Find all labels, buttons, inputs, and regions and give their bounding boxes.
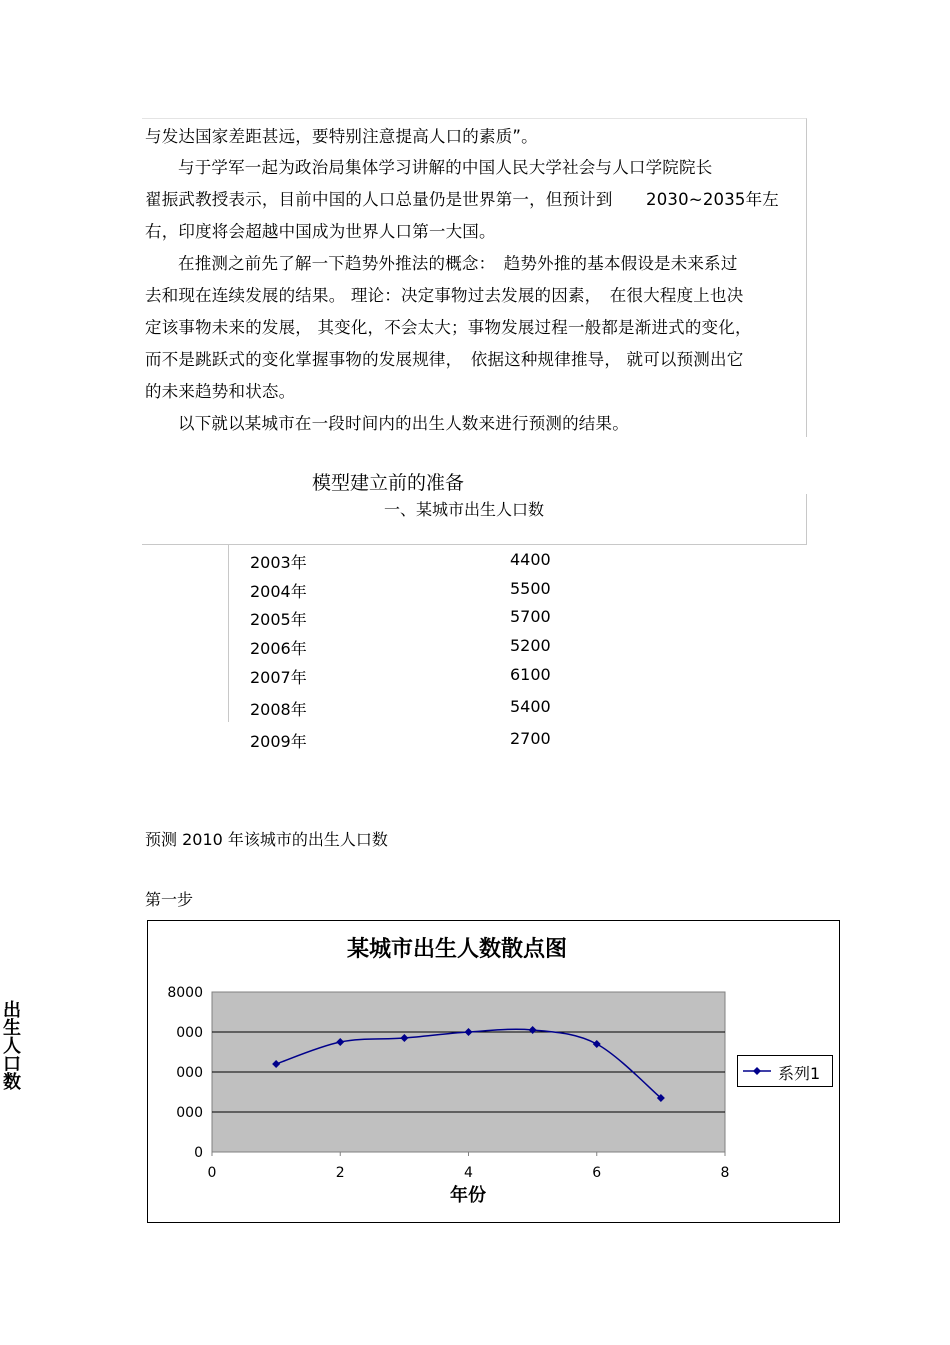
chart-title: 某城市出生人数散点图 <box>346 936 567 962</box>
table-row <box>250 729 551 752</box>
year-cell: 2003年 <box>250 553 307 572</box>
model-heading: 模型建立前的准备 <box>312 472 465 494</box>
legend-marker-icon <box>738 1056 778 1086</box>
table-row <box>250 579 551 602</box>
x-tick-label: 8 <box>720 1165 730 1181</box>
x-tick-label: 0 <box>207 1165 217 1181</box>
step-text: 第一步 <box>145 890 194 909</box>
y-tick-label: 0 <box>194 1145 203 1161</box>
intro-line: 右，印度将会超越中国成为世界人口第一大国。 <box>145 222 496 241</box>
intro-line: 定该事物未来的发展， 其变化，不会太大；事物发展过程一般都是渐进式的变化， <box>145 318 752 337</box>
year-cell: 2009年 <box>250 732 307 751</box>
chart-legend <box>737 1055 833 1087</box>
table-row <box>250 550 551 573</box>
intro-line: 的未来趋势和状态。 <box>145 382 296 401</box>
x-tick-label: 6 <box>592 1165 602 1181</box>
forecast-text: 预测 2010 年该城市的出生人口数 <box>145 830 388 849</box>
y-tick-label: 000 <box>176 1065 203 1081</box>
year-cell: 2004年 <box>250 582 307 601</box>
table-row <box>250 636 551 659</box>
value-cell: 6100 <box>510 665 551 684</box>
table-frame <box>142 544 229 722</box>
intro-line: 以下就以某城市在一段时间内的出生人数来进行预测的结果。 <box>178 414 629 433</box>
value-cell: 5700 <box>510 607 551 626</box>
year-cell: 2005年 <box>250 610 307 629</box>
value-cell: 5500 <box>510 579 551 598</box>
table-row <box>250 607 551 630</box>
intro-line: 去和现在连续发展的结果。 理论：决定事物过去发展的因素， 在很大程度上也决 <box>145 286 744 305</box>
year-cell: 2007年 <box>250 668 307 687</box>
year-cell: 2008年 <box>250 700 307 719</box>
x-tick-label: 2 <box>335 1165 345 1181</box>
intro-line: 与发达国家差距甚远，要特别注意提高人口的素质”。 <box>145 127 538 146</box>
intro-line: 在推测之前先了解一下趋势外推法的概念： 趋势外推的基本假设是未来系过 <box>178 254 738 273</box>
value-cell: 2700 <box>510 729 551 748</box>
y-tick-label: 000 <box>176 1025 203 1041</box>
intro-line: 翟振武教授表示，目前中国的人口总量仍是世界第一，但预计到 2030~2035年左 <box>145 190 780 209</box>
value-cell: 5200 <box>510 636 551 655</box>
table-row <box>250 665 551 688</box>
year-cell: 2006年 <box>250 639 307 658</box>
value-cell: 4400 <box>510 550 551 569</box>
x-axis-label: 年份 <box>450 1185 486 1206</box>
table-row <box>250 697 551 720</box>
y-tick-label: 000 <box>176 1105 203 1121</box>
intro-line: 与于学军一起为政治局集体学习讲解的中国人民大学社会与人口学院院长 <box>178 158 713 177</box>
x-tick-label: 4 <box>464 1165 473 1181</box>
intro-line: 而不是跳跃式的变化掌握事物的发展规律， 依据这种规律推导， 就可以预测出它 <box>145 350 744 369</box>
table-heading: 一、某城市出生人口数 <box>384 500 545 519</box>
y-axis-label: 出生人口数 <box>3 1000 21 1093</box>
y-tick-label: 8000 <box>167 985 203 1001</box>
legend-label: 系列1 <box>778 1064 821 1083</box>
value-cell: 5400 <box>510 697 551 716</box>
chart-canvas <box>148 921 839 1222</box>
